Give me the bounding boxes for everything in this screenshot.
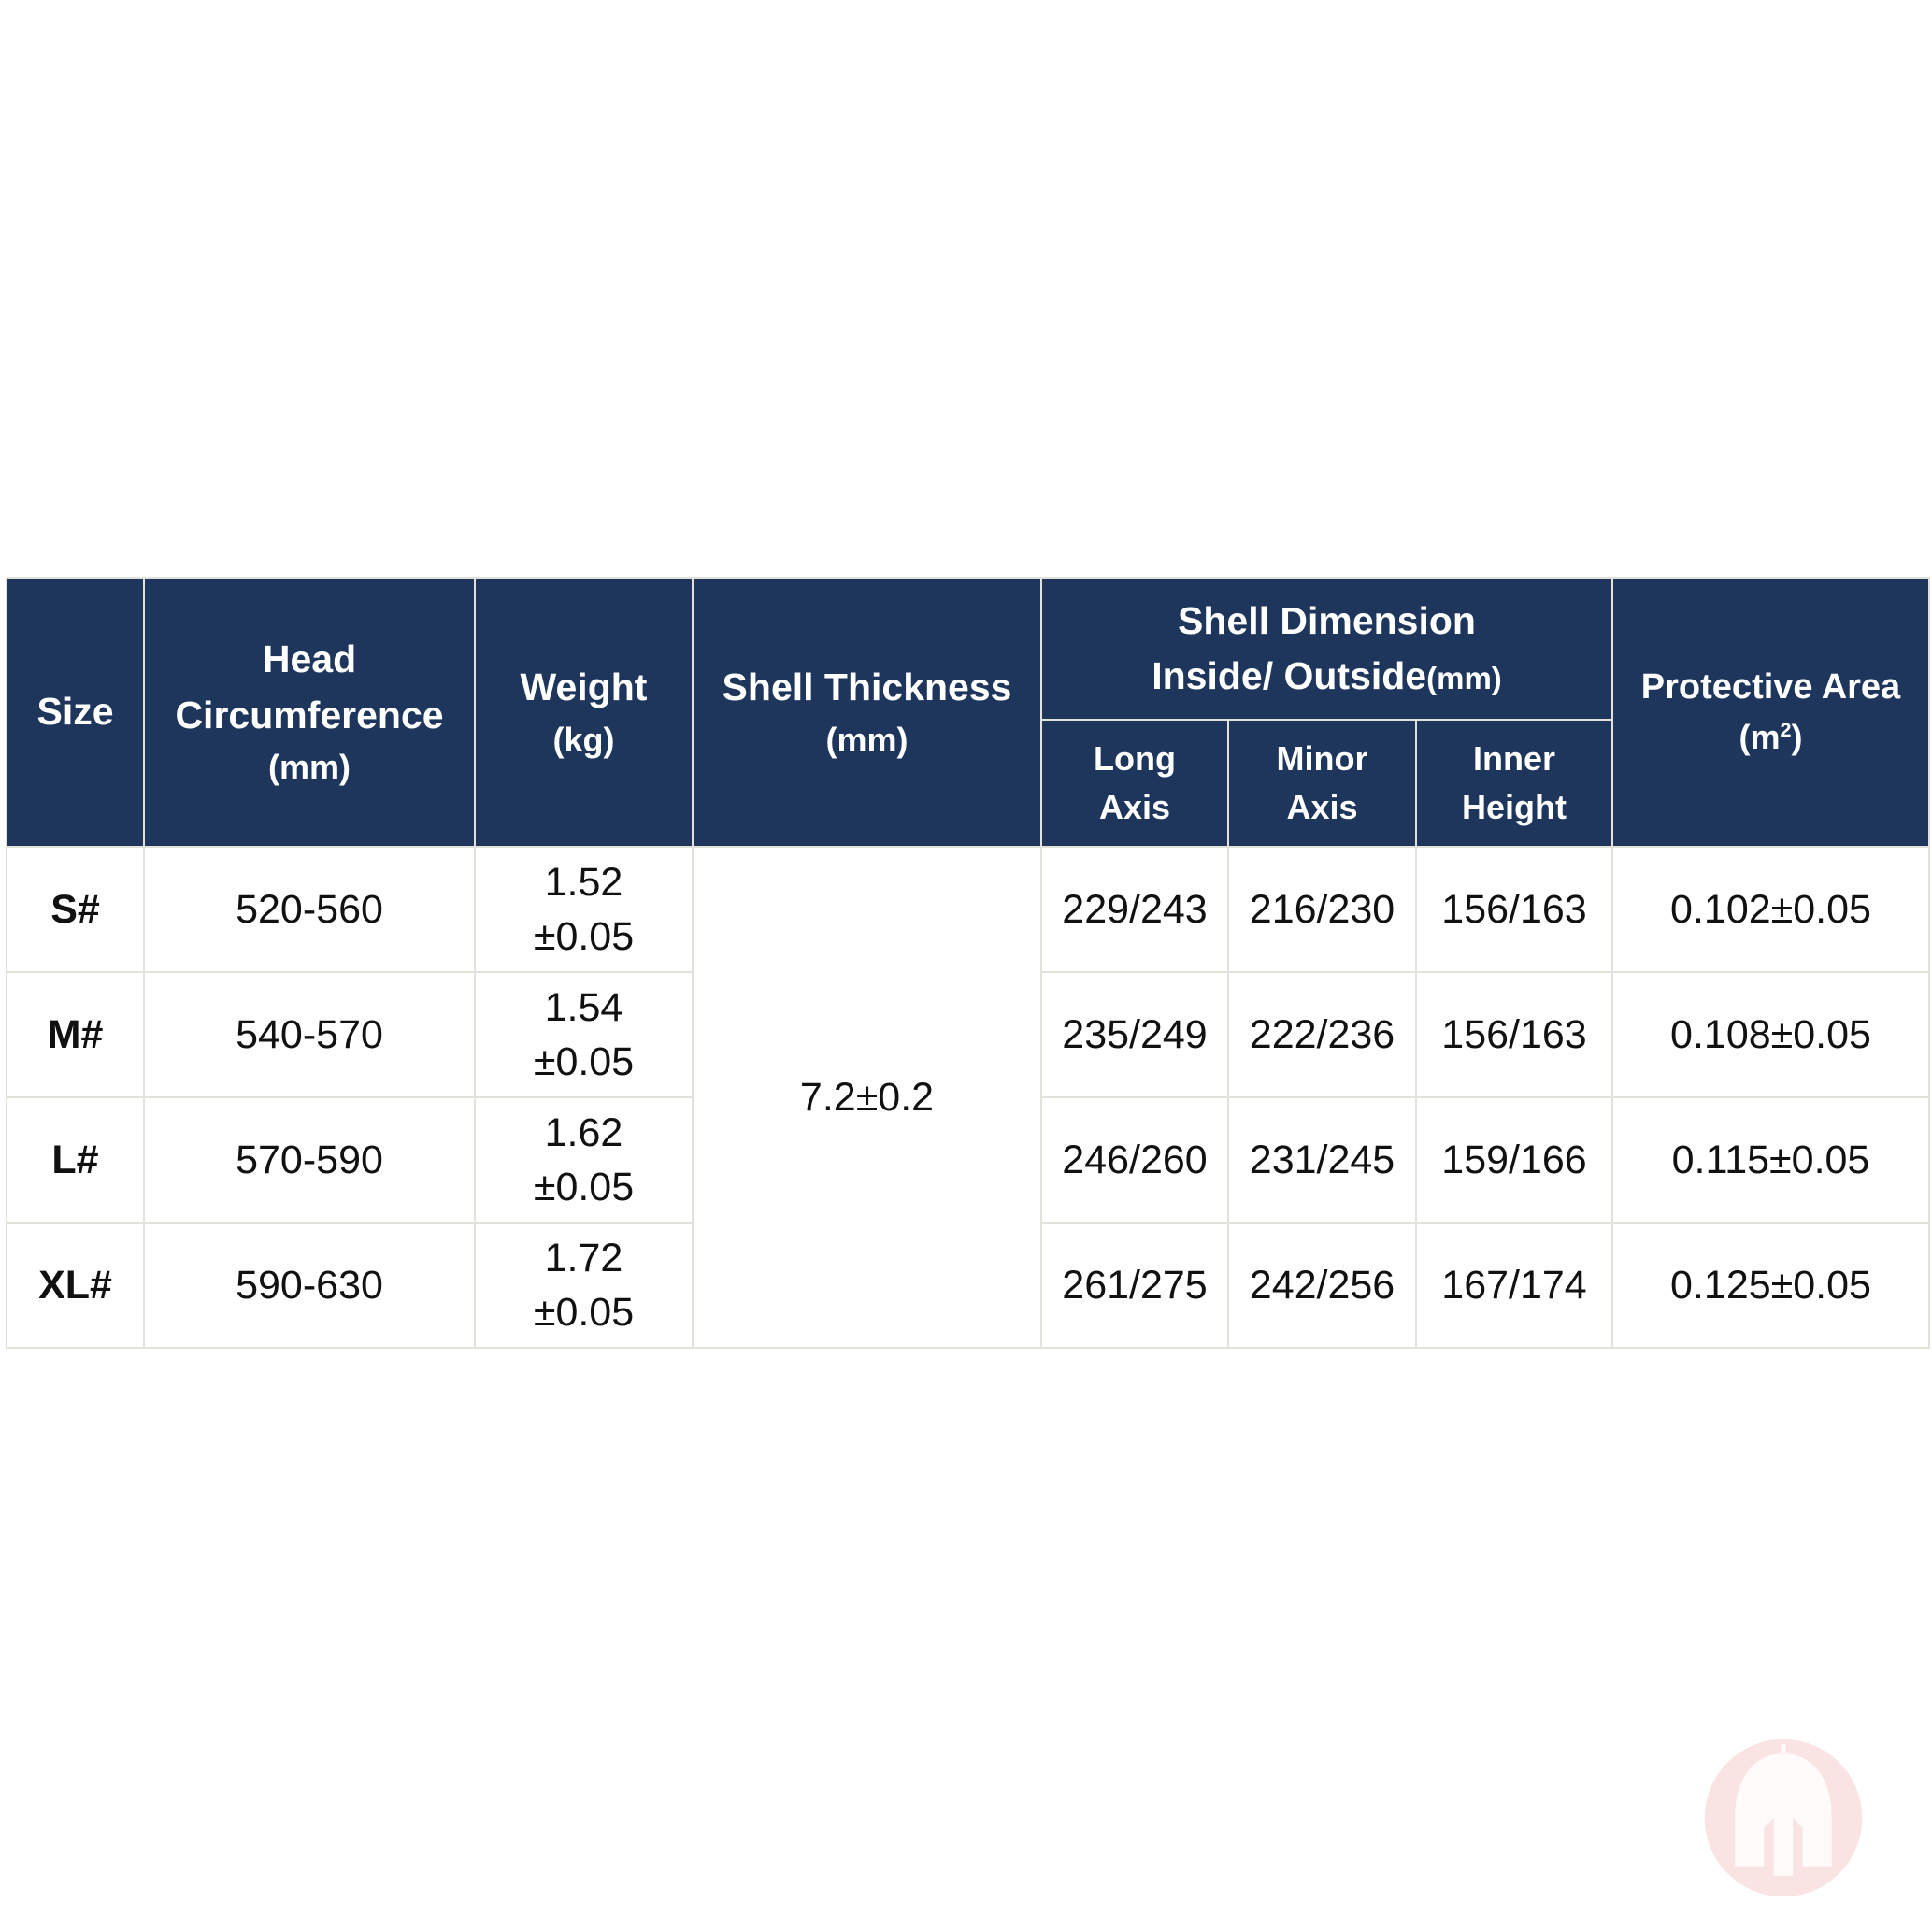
header-shell-dimension: Shell Dimension Inside/ Outside(mm) [1041,578,1612,720]
minor-axis-cell: 242/256 [1228,1223,1416,1348]
shell-thickness-cell: 7.2±0.2 [693,847,1041,1348]
head-circumference-cell: 540-570 [144,972,475,1097]
minor-axis-cell: 231/245 [1228,1097,1416,1223]
helmet-size-spec-table [6,577,1930,1349]
inner-height-cell: 156/163 [1416,972,1612,1097]
weight-cell: 1.62 ±0.05 [475,1097,693,1223]
minor-axis-cell: 216/230 [1228,847,1416,972]
header-size: Size [7,578,144,847]
inner-height-cell: 167/174 [1416,1223,1612,1348]
header-inner-height: Inner Height [1416,720,1612,847]
table-row [7,847,1929,972]
protective-area-cell: 0.108±0.05 [1612,972,1929,1097]
head-circumference-cell: 520-560 [144,847,475,972]
long-axis-cell: 229/243 [1041,847,1228,972]
protective-area-cell: 0.115±0.05 [1612,1097,1929,1223]
size-cell: M# [7,972,144,1097]
header-minor-axis: Minor Axis [1228,720,1416,847]
weight-cell: 1.52 ±0.05 [475,847,693,972]
header-weight: Weight (kg) [475,578,693,847]
weight-cell: 1.54 ±0.05 [475,972,693,1097]
header-head-circumference: Head Circumference (mm) [144,578,475,847]
head-circumference-cell: 570-590 [144,1097,475,1223]
inner-height-cell: 156/163 [1416,847,1612,972]
minor-axis-cell: 222/236 [1228,972,1416,1097]
long-axis-cell: 261/275 [1041,1223,1228,1348]
head-circumference-cell: 590-630 [144,1223,475,1348]
size-cell: XL# [7,1223,144,1348]
header-shell-thickness: Shell Thickness (mm) [693,578,1041,847]
protective-area-cell: 0.102±0.05 [1612,847,1929,972]
size-cell: L# [7,1097,144,1223]
weight-cell: 1.72 ±0.05 [475,1223,693,1348]
header-long-axis: Long Axis [1041,720,1228,847]
spartan-helmet-icon [1703,1738,1864,1898]
inner-height-cell: 159/166 [1416,1097,1612,1223]
size-cell: S# [7,847,144,972]
long-axis-cell: 246/260 [1041,1097,1228,1223]
header-protective-area: Protective Area $(m^2)$ [1612,578,1929,847]
protective-area-cell: 0.125±0.05 [1612,1223,1929,1348]
long-axis-cell: 235/249 [1041,972,1228,1097]
